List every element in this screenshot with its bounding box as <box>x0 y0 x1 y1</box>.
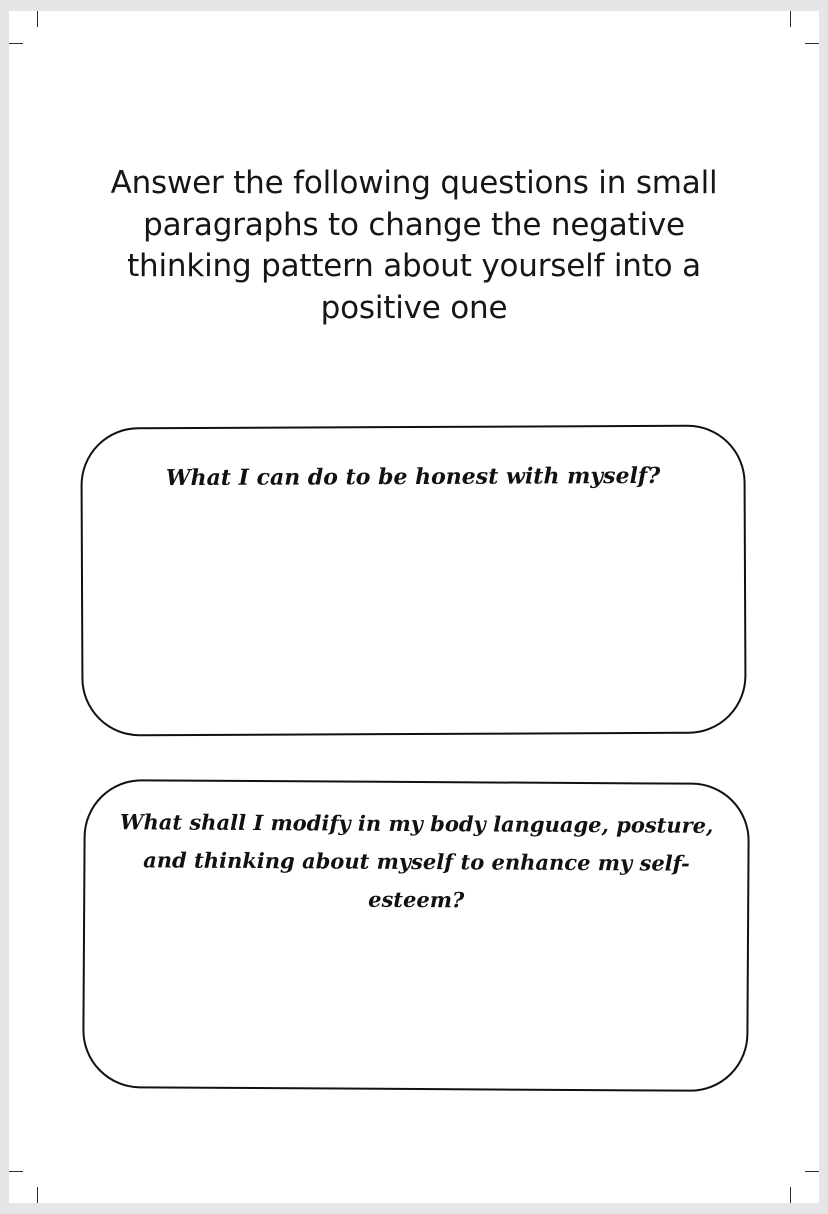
crop-mark-bottom-left <box>37 1187 38 1203</box>
answer-area-honesty[interactable] <box>113 507 715 705</box>
question-honesty: What I can do to be honest with myself? <box>165 462 661 492</box>
crop-mark-right-top <box>805 43 819 44</box>
question-box-honesty <box>80 425 746 737</box>
crop-mark-top-right <box>790 11 791 27</box>
question-self-esteem: What shall I modify in my body language, posture, and thinking about myself to enhance my self-esteem? <box>119 809 714 913</box>
crop-mark-left-top <box>9 43 23 44</box>
instructions-heading: Answer the following questions in small paragraphs to change the negative thinking pattern about yourself into a positive one <box>110 165 718 326</box>
crop-mark-right-bottom <box>805 1171 819 1172</box>
crop-mark-top-left <box>37 11 38 27</box>
answer-area-self-esteem[interactable] <box>114 891 717 1060</box>
crop-mark-left-bottom <box>9 1171 23 1172</box>
crop-mark-bottom-right <box>790 1187 791 1203</box>
question-box-self-esteem <box>82 779 750 1092</box>
worksheet-page <box>9 11 819 1203</box>
